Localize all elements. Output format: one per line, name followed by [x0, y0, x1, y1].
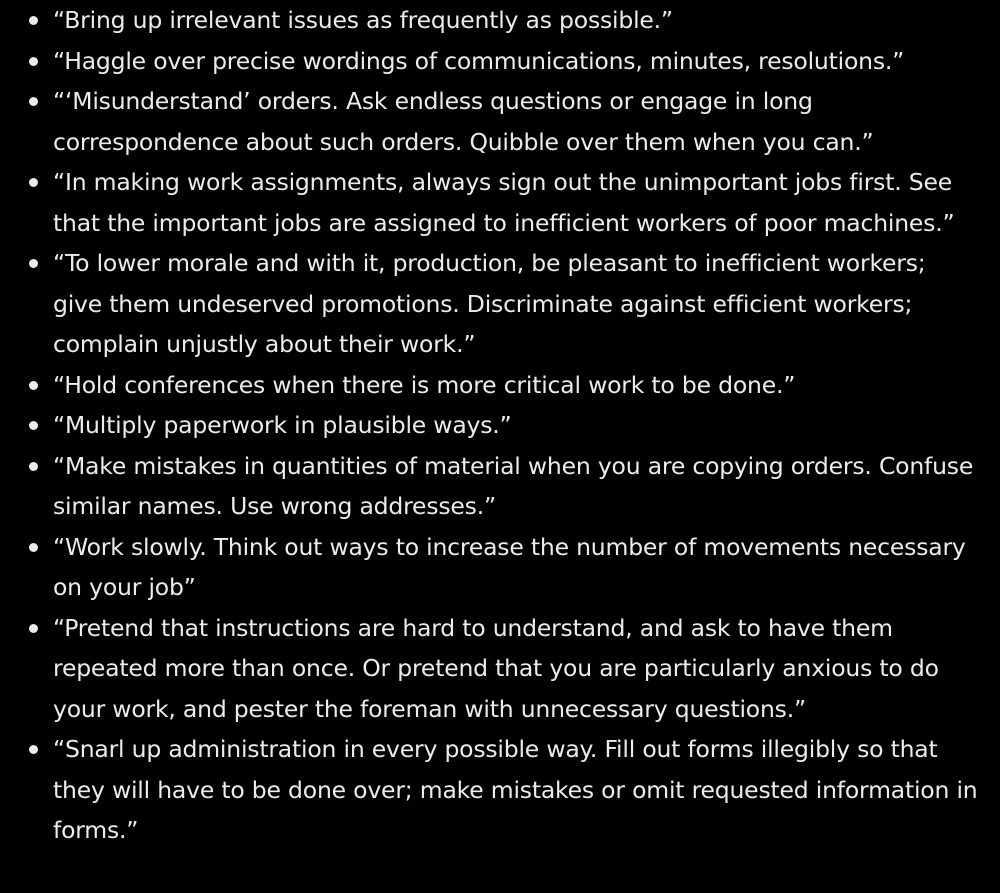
bullet-icon	[29, 178, 38, 187]
list-item	[0, 41, 980, 82]
bullet-icon	[29, 543, 38, 552]
list-item-text: “Pretend that instructions are hard to understand, and ask to have them repeated more than once. Or pretend that you are particularly anxious to do your work, and pester the foreman with unnecessary questions.”	[53, 613, 939, 723]
list-item	[0, 446, 980, 527]
bullet-icon	[29, 462, 38, 471]
list-item-text: “To lower morale and with it, production, be pleasant to inefficient workers; give them undeserved promotions. Discriminate against efficient workers; complain unjustly about their work.”	[53, 249, 926, 358]
bullet-icon	[29, 97, 38, 106]
list-item-text: “Hold conferences when there is more critical work to be done.”	[53, 370, 796, 399]
bullet-icon	[29, 421, 38, 430]
bullet-icon	[29, 745, 38, 754]
list-item	[0, 81, 980, 162]
list-item-text: “Snarl up administration in every possible way. Fill out forms illegibly so that they will have to be done over; make mistakes or omit requested information in forms.”	[53, 735, 978, 844]
list-item-text: “‘Misunderstand’ orders. Ask endless questions or engage in long correspondence about such orders. Quibble over them when you can.”	[53, 87, 874, 156]
list-item-text: “In making work assignments, always sign out the unimportant jobs first. See that the important jobs are assigned to inefficient workers of poor machines.”	[53, 168, 955, 237]
list-item-text: “Work slowly. Think out ways to increase the number of movements necessary on your job”	[53, 532, 966, 601]
bullet-icon	[29, 16, 38, 25]
bullet-icon	[29, 381, 38, 390]
list-item	[0, 0, 980, 41]
list-item-text: “Haggle over precise wordings of communications, minutes, resolutions.”	[53, 46, 905, 75]
list-item	[0, 162, 980, 243]
bullet-icon	[29, 259, 38, 268]
bullet-icon	[29, 57, 38, 66]
list-item-text: “Make mistakes in quantities of material when you are copying orders. Confuse similar names. Use wrong addresses.”	[53, 451, 974, 520]
list-item	[0, 527, 980, 608]
list-item-text: “Bring up irrelevant issues as frequently as possible.”	[53, 6, 673, 34]
list-item	[0, 243, 980, 365]
list-item	[0, 365, 980, 406]
bullet-icon	[29, 624, 38, 633]
list-item	[0, 608, 980, 730]
list-item	[0, 405, 980, 446]
list-item	[0, 729, 980, 851]
list-item-text: “Multiply paperwork in plausible ways.”	[53, 411, 512, 439]
